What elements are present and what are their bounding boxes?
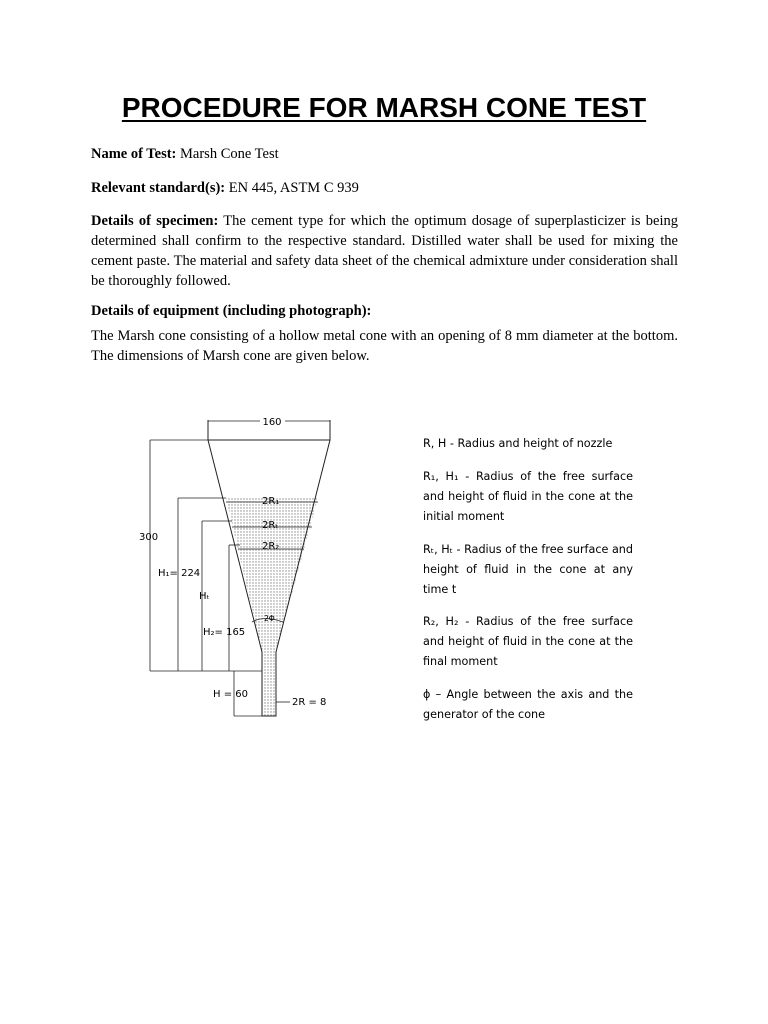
legend-item: Rₜ, Hₜ - Radius of the free surface and height of fluid in the cone at any time t — [423, 543, 633, 596]
specimen-text: The cement type for which the optimum dosage of superplasticizer is being determined shall confirm to the respective standard. Distilled water shall be used for mixing the cement paste. The material and safety data sheet of the chemical admixture under consideration shall be thoroughly followed. — [91, 213, 679, 289]
top-width-label: 160 — [262, 417, 282, 428]
equipment-heading: Details of equipment (including photograph): — [91, 303, 372, 319]
r1-label: 2R₁ — [262, 496, 280, 507]
r2-label: 2R₂ — [262, 541, 280, 552]
name-of-test-value: Marsh Cone Test — [180, 146, 279, 162]
height-total-label: 300 — [139, 532, 159, 543]
standards-value: EN 445, ASTM C 939 — [228, 180, 359, 196]
legend-item: R₂, H₂ - Radius of the free surface and height of fluid in the cone at the final moment — [423, 615, 633, 668]
specimen-label: Details of specimen: — [91, 213, 219, 229]
name-of-test-label: Name of Test: — [91, 146, 177, 162]
nozzle-diameter-label: 2R = 8 — [292, 697, 327, 708]
legend-item: R, H - Radius and height of nozzle — [423, 437, 613, 450]
h1-label: H₁= 224 — [158, 568, 201, 579]
legend-item: ϕ – Angle between the axis and the generator of the cone — [423, 688, 633, 721]
ht-label: Hₜ — [199, 591, 210, 602]
nozzle-height-label: H = 60 — [213, 689, 248, 700]
equipment-text: The Marsh cone consisting of a hollow metal cone with an opening of 8 mm diameter at the bottom. The dimensions of Marsh cone are given below. — [91, 328, 678, 364]
h2-label: H₂= 165 — [203, 627, 246, 638]
standards-label: Relevant standard(s): — [91, 180, 226, 196]
angle-label: 2Φ — [264, 614, 275, 623]
rt-label: 2Rₜ — [262, 520, 279, 531]
page-title: PROCEDURE FOR MARSH CONE TEST — [121, 92, 647, 123]
legend-item: R₁, H₁ - Radius of the free surface and height of fluid in the cone at the initial moment — [423, 470, 633, 523]
